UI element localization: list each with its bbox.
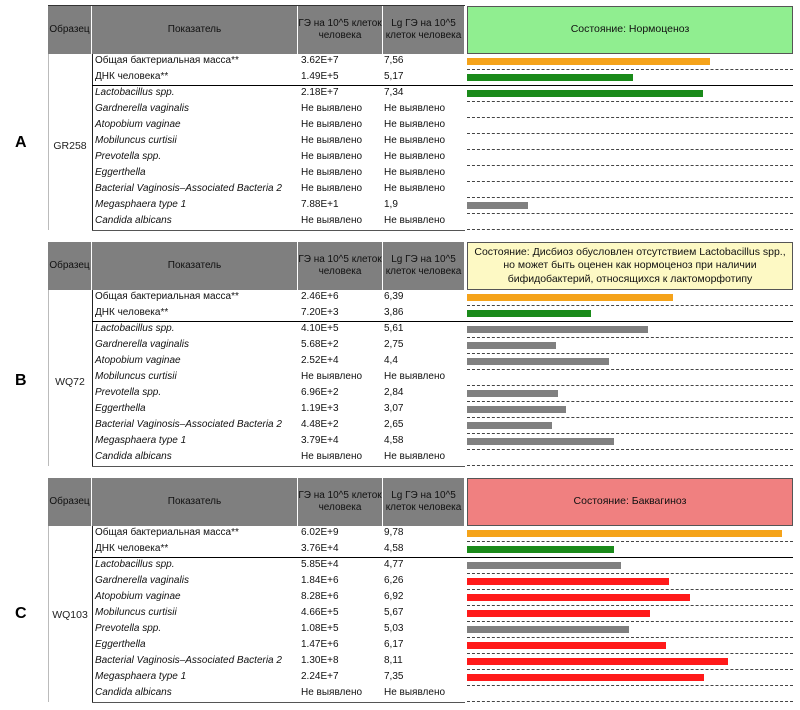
- ge-value: Не выявлено: [301, 183, 363, 194]
- bar-cell: [467, 450, 793, 466]
- bar-cell: [467, 370, 793, 386]
- table-row: [92, 290, 793, 306]
- ge-value: 1.49E+5: [301, 71, 339, 82]
- lg-value: 4,4: [384, 355, 398, 366]
- lg-value: Не выявлено: [384, 103, 446, 114]
- header-lg: Lg ГЭ на 10^5 клеток человека: [383, 6, 465, 54]
- lg-value: 6,39: [384, 291, 404, 302]
- lg-bar: [467, 390, 558, 397]
- ge-value: Не выявлено: [301, 215, 363, 226]
- grid-line: [92, 230, 465, 231]
- lg-bar: [467, 674, 704, 681]
- table-row: [92, 134, 793, 150]
- lg-bar: [467, 642, 666, 649]
- lg-bar: [467, 358, 609, 365]
- table-row: [92, 386, 793, 402]
- grid-line: [92, 466, 465, 467]
- indicator-name: Eggerthella: [95, 167, 146, 178]
- ge-value: 4.66E+5: [301, 607, 339, 618]
- lg-value: 6,26: [384, 575, 404, 586]
- table-row: [92, 434, 793, 450]
- lg-bar: [467, 326, 648, 333]
- lg-value: Не выявлено: [384, 119, 446, 130]
- state-box: Состояние: Дисбиоз обусловлен отсутствием Lactobacillus spp., но может быть оценен как нормоценоз при наличии бифидобактерий, относящихся к лактоморфотипу: [467, 242, 793, 290]
- bar-cell: [467, 182, 793, 198]
- bar-cell: [467, 622, 793, 638]
- bar-cell: [467, 290, 793, 306]
- indicator-name: Eggerthella: [95, 639, 146, 650]
- ge-value: Не выявлено: [301, 135, 363, 146]
- indicator-name: Общая бактериальная масса**: [95, 291, 239, 302]
- lg-bar: [467, 594, 690, 601]
- table-row: [92, 338, 793, 354]
- ge-value: Не выявлено: [301, 451, 363, 462]
- header-lg: Lg ГЭ на 10^5 клеток человека: [383, 478, 465, 526]
- indicator-name: Prevotella spp.: [95, 387, 162, 398]
- lg-bar: [467, 74, 633, 81]
- state-box: Состояние: Баквагиноз: [467, 478, 793, 526]
- bar-cell: [467, 526, 793, 542]
- panel-b: [0, 242, 800, 468]
- indicator-name: Lactobacillus spp.: [95, 87, 175, 98]
- bar-cell: [467, 70, 793, 86]
- ge-value: 2.18E+7: [301, 87, 339, 98]
- header-ge: ГЭ на 10^5 клеток человека: [298, 6, 383, 54]
- lg-value: 5,17: [384, 71, 404, 82]
- ge-value: 7.88E+1: [301, 199, 339, 210]
- bar-cell: [467, 338, 793, 354]
- panel-letter: C: [15, 605, 27, 622]
- lg-value: Не выявлено: [384, 451, 446, 462]
- lg-value: 4,58: [384, 435, 404, 446]
- indicator-name: Lactobacillus spp.: [95, 559, 175, 570]
- indicator-name: Megasphaera type 1: [95, 435, 187, 446]
- indicator-name: Megasphaera type 1: [95, 671, 187, 682]
- lg-value: 5,67: [384, 607, 404, 618]
- lg-value: 7,56: [384, 55, 404, 66]
- lg-value: 3,86: [384, 307, 404, 318]
- ge-value: 4.48E+2: [301, 419, 339, 430]
- table-row: [92, 198, 793, 214]
- indicator-name: Bacterial Vaginosis–Associated Bacteria 2: [95, 419, 282, 430]
- table-row: [92, 70, 793, 86]
- ge-value: 3.79E+4: [301, 435, 339, 446]
- bar-cell: [467, 654, 793, 670]
- lg-value: Не выявлено: [384, 215, 446, 226]
- header-param: Показатель: [92, 478, 298, 526]
- lg-value: 9,78: [384, 527, 404, 538]
- sample-id: GR258: [53, 140, 87, 152]
- bar-cell: [467, 590, 793, 606]
- table-row: [92, 686, 793, 702]
- lg-bar: [467, 562, 621, 569]
- lg-bar: [467, 90, 703, 97]
- ge-value: Не выявлено: [301, 687, 363, 698]
- bar-cell: [467, 542, 793, 558]
- lg-bar: [467, 202, 528, 209]
- table-row: [92, 322, 793, 338]
- ge-value: 6.96E+2: [301, 387, 339, 398]
- indicator-name: Prevotella spp.: [95, 151, 162, 162]
- ge-value: Не выявлено: [301, 119, 363, 130]
- ge-value: Не выявлено: [301, 167, 363, 178]
- ge-value: 1.19E+3: [301, 403, 339, 414]
- lg-value: Не выявлено: [384, 151, 446, 162]
- indicator-name: Bacterial Vaginosis–Associated Bacteria 2: [95, 183, 282, 194]
- table-row: [92, 542, 793, 558]
- ge-value: 5.68E+2: [301, 339, 339, 350]
- bar-cell: [467, 434, 793, 450]
- indicator-name: ДНК человека**: [95, 307, 169, 318]
- table-row: [92, 150, 793, 166]
- bar-cell: [467, 166, 793, 182]
- sample-id: WQ72: [55, 376, 85, 388]
- table-row: [92, 118, 793, 134]
- table-row: [92, 590, 793, 606]
- header-param: Показатель: [92, 6, 298, 54]
- lg-value: 2,84: [384, 387, 404, 398]
- table-row: [92, 450, 793, 466]
- table-row: [92, 670, 793, 686]
- indicator-name: Gardnerella vaginalis: [95, 575, 189, 586]
- indicator-name: Atopobium vaginae: [95, 355, 181, 366]
- table-row: [92, 54, 793, 70]
- ge-value: 3.76E+4: [301, 543, 339, 554]
- header-lg: Lg ГЭ на 10^5 клеток человека: [383, 242, 465, 290]
- lg-bar: [467, 342, 556, 349]
- lg-bar: [467, 578, 669, 585]
- ge-value: Не выявлено: [301, 371, 363, 382]
- lg-value: 8,11: [384, 655, 403, 666]
- indicator-name: Prevotella spp.: [95, 623, 162, 634]
- indicator-name: Atopobium vaginae: [95, 591, 181, 602]
- indicator-name: Mobiluncus curtisii: [95, 607, 177, 618]
- lg-value: 2,75: [384, 339, 404, 350]
- bar-cell: [467, 638, 793, 654]
- bar-cell: [467, 386, 793, 402]
- table-row: [92, 402, 793, 418]
- lg-value: 6,92: [384, 591, 404, 602]
- header-ge: ГЭ на 10^5 клеток человека: [298, 478, 383, 526]
- lg-bar: [467, 310, 591, 317]
- panel-letter: A: [15, 134, 27, 151]
- bar-cell: [467, 118, 793, 134]
- ge-value: 4.10E+5: [301, 323, 339, 334]
- bar-cell: [467, 354, 793, 370]
- table-row: [92, 166, 793, 182]
- bar-cell: [467, 606, 793, 622]
- panel-letter: B: [15, 372, 27, 389]
- indicator-name: Общая бактериальная масса**: [95, 527, 239, 538]
- header-sample: Образец: [48, 478, 92, 526]
- lg-bar: [467, 658, 728, 665]
- lg-value: 3,07: [384, 403, 404, 414]
- indicator-name: Eggerthella: [95, 403, 146, 414]
- lg-value: 5,03: [384, 623, 404, 634]
- bar-cell: [467, 322, 793, 338]
- table-row: [92, 654, 793, 670]
- table-row: [92, 418, 793, 434]
- indicator-name: Lactobacillus spp.: [95, 323, 175, 334]
- ge-value: 8.28E+6: [301, 591, 339, 602]
- bar-cell: [467, 54, 793, 70]
- lg-bar: [467, 294, 673, 301]
- lg-value: Не выявлено: [384, 371, 446, 382]
- lg-bar: [467, 530, 782, 537]
- indicator-name: ДНК человека**: [95, 543, 169, 554]
- lg-value: Не выявлено: [384, 167, 446, 178]
- indicator-name: ДНК человека**: [95, 71, 169, 82]
- indicator-name: Candida albicans: [95, 451, 172, 462]
- table-row: [92, 370, 793, 386]
- lg-bar: [467, 422, 552, 429]
- bar-cell: [467, 198, 793, 214]
- lg-value: 5,61: [384, 323, 404, 334]
- table-row: [92, 102, 793, 118]
- lg-value: Не выявлено: [384, 687, 446, 698]
- indicator-name: Gardnerella vaginalis: [95, 103, 189, 114]
- ge-value: 5.85E+4: [301, 559, 339, 570]
- lg-value: 4,58: [384, 543, 404, 554]
- table-row: [92, 526, 793, 542]
- indicator-name: Общая бактериальная масса**: [95, 55, 239, 66]
- top-rule: [48, 5, 465, 6]
- indicator-name: Candida albicans: [95, 215, 172, 226]
- lg-value: 7,34: [384, 87, 404, 98]
- table-row: [92, 306, 793, 322]
- ge-value: 1.47E+6: [301, 639, 339, 650]
- indicator-name: Candida albicans: [95, 687, 172, 698]
- lg-bar: [467, 610, 650, 617]
- header-param: Показатель: [92, 242, 298, 290]
- table-row: [92, 638, 793, 654]
- ge-value: Не выявлено: [301, 151, 363, 162]
- bar-cell: [467, 134, 793, 150]
- header-ge: ГЭ на 10^5 клеток человека: [298, 242, 383, 290]
- ge-value: 2.24E+7: [301, 671, 339, 682]
- indicator-name: Bacterial Vaginosis–Associated Bacteria 2: [95, 655, 282, 666]
- panel-a: [0, 6, 800, 232]
- lg-value: 7,35: [384, 671, 404, 682]
- bar-cell: [467, 418, 793, 434]
- grid-line: [92, 702, 465, 703]
- bar-cell: [467, 558, 793, 574]
- lg-bar: [467, 546, 614, 553]
- sample-id: WQ103: [52, 609, 88, 621]
- indicator-name: Gardnerella vaginalis: [95, 339, 189, 350]
- indicator-name: Mobiluncus curtisii: [95, 135, 177, 146]
- bar-cell: [467, 670, 793, 686]
- ge-value: Не выявлено: [301, 103, 363, 114]
- header-sample: Образец: [48, 242, 92, 290]
- table-row: [92, 354, 793, 370]
- lg-bar: [467, 406, 566, 413]
- indicator-name: Atopobium vaginae: [95, 119, 181, 130]
- ge-value: 1.08E+5: [301, 623, 339, 634]
- table-row: [92, 606, 793, 622]
- bar-cell: [467, 102, 793, 118]
- indicator-name: Megasphaera type 1: [95, 199, 187, 210]
- lg-value: 2,65: [384, 419, 404, 430]
- table-row: [92, 558, 793, 574]
- bar-cell: [467, 214, 793, 230]
- lg-value: Не выявлено: [384, 183, 446, 194]
- ge-value: 1.84E+6: [301, 575, 339, 586]
- lg-value: 1,9: [384, 199, 398, 210]
- table-row: [92, 622, 793, 638]
- bar-cell: [467, 150, 793, 166]
- table-row: [92, 214, 793, 230]
- table-row: [92, 86, 793, 102]
- table-row: [92, 182, 793, 198]
- bar-cell: [467, 686, 793, 702]
- bar-cell: [467, 86, 793, 102]
- lg-value: Не выявлено: [384, 135, 446, 146]
- lg-bar: [467, 58, 710, 65]
- ge-value: 7.20E+3: [301, 307, 339, 318]
- ge-value: 2.52E+4: [301, 355, 339, 366]
- ge-value: 1.30E+8: [301, 655, 339, 666]
- bar-cell: [467, 402, 793, 418]
- ge-value: 3.62E+7: [301, 55, 339, 66]
- indicator-name: Mobiluncus curtisii: [95, 371, 177, 382]
- lg-value: 6,17: [384, 639, 404, 650]
- header-sample: Образец: [48, 6, 92, 54]
- bar-cell: [467, 574, 793, 590]
- state-box: Состояние: Нормоценоз: [467, 6, 793, 54]
- lg-bar: [467, 438, 614, 445]
- lg-value: 4,77: [384, 559, 404, 570]
- ge-value: 6.02E+9: [301, 527, 339, 538]
- lg-bar: [467, 626, 629, 633]
- table-row: [92, 574, 793, 590]
- ge-value: 2.46E+6: [301, 291, 339, 302]
- bar-cell: [467, 306, 793, 322]
- panel-c: [0, 478, 800, 704]
